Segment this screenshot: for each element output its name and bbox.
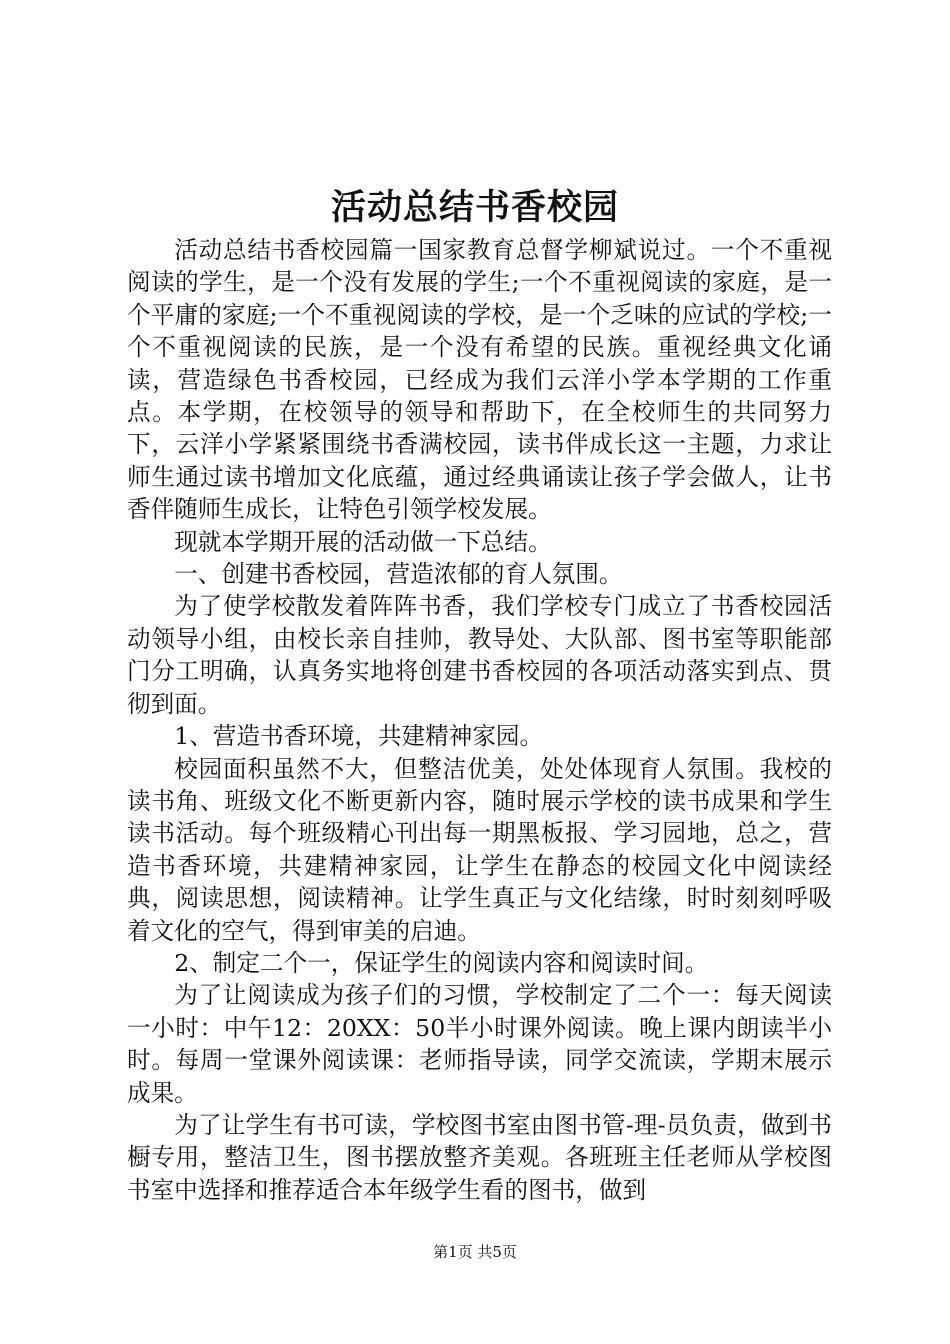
paragraph-reading-time: 为了让阅读成为孩子们的习惯，学校制定了二个一：每天阅读一小时：中午12：20XX：50半小时课外阅读。晚上课内朗读半小时。每周一堂课外阅读课：老师指导读，同学交流读，学期末展示成果。: [127, 981, 832, 1107]
paragraph-library: 为了让学生有书可读，学校图书室由图书管-理-员负责，做到书橱专用，整洁卫生，图书摆放整齐美观。各班班主任老师从学校图书室中选择和推荐适合本年级学生看的图书，做到: [127, 1110, 832, 1204]
paragraph-environment: 校园面积虽然不大，但整洁优美，处处体现育人氛围。我校的读书角、班级文化不断更新内容，随时展示学校的读书成果和学生读书活动。每个班级精心刊出每一期黑板报、学习园地，总之，营造书香环境，共建精神家园，让学生在静态的校园文化中阅读经典，阅读思想，阅读精神。让学生真正与文化结缘，时时刻刻呼吸着文化的空气，得到审美的启迪。: [127, 754, 832, 945]
paragraph-section-1: 为了使学校散发着阵阵书香，我们学校专门成立了书香校园活动领导小组，由校长亲自挂帅，教导处、大队部、图书室等职能部门分工明确，认真务实地将创建书香校园的各项活动落实到点、贯彻到面。: [127, 592, 832, 718]
section-heading-1: 一、创建书香校园，营造浓郁的育人氛围。: [174, 560, 623, 589]
subsection-heading-2: 2、制定二个一，保证学生的阅读内容和阅读时间。: [174, 948, 709, 977]
page-number: 第1页: [433, 1243, 473, 1261]
paragraph-intro: 活动总结书香校园篇一国家教育总督学柳斌说过。一个不重视阅读的学生，是一个没有发展的学生;一个不重视阅读的家庭，是一个平庸的家庭;一个不重视阅读的学校，是一个乏味的应试的学校;一个不重视阅读的民族，是一个没有希望的民族。重视经典文化诵读，营造绿色书香校园，已经成为我们云洋小学本学期的工作重点。本学期，在校领导的领导和帮助下，在全校师生的共同努力下，云洋小学紧紧围绕书香满校园，读书伴成长这一主题，力求让师生通过读书增加文化底蕴，通过经典诵读让孩子学会做人，让书香伴随师生成长，让特色引领学校发展。: [127, 236, 832, 524]
page-title: 活动总结书香校园: [330, 187, 619, 228]
page-total: 共5页: [477, 1243, 517, 1261]
subsection-heading-1: 1、营造书香环境，共建精神家园。: [174, 722, 544, 751]
paragraph-summary-lead: 现就本学期开展的活动做一下总结。: [174, 527, 552, 556]
document-body: [127, 234, 832, 1206]
page-footer: [0, 1242, 950, 1262]
